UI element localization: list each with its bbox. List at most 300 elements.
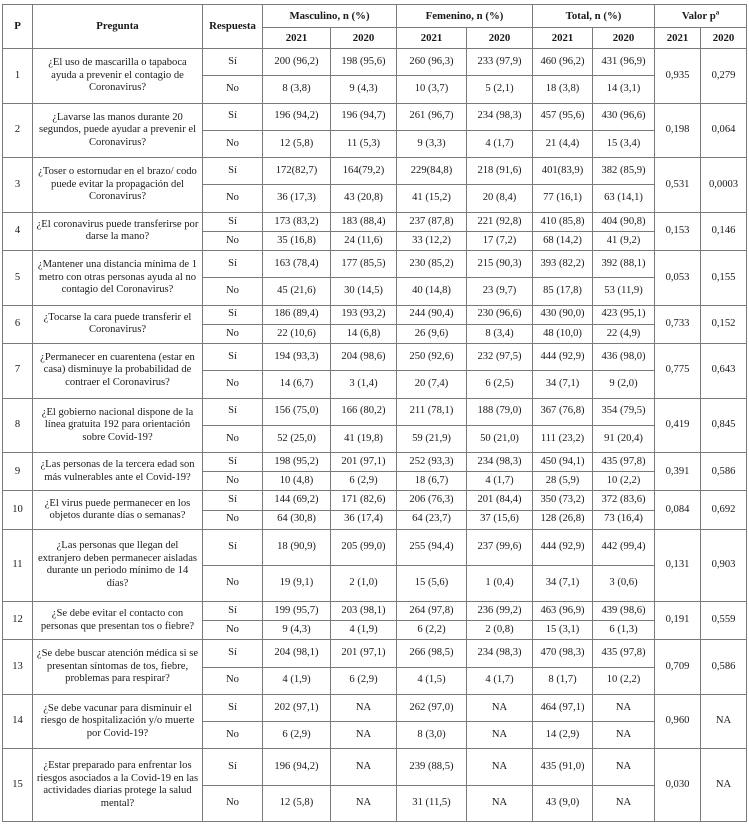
- cell-si-total-2021: 410 (85,8): [533, 212, 593, 231]
- cell-no-fem-2021: 4 (1,5): [397, 667, 467, 694]
- cell-no-answer: No: [203, 510, 263, 529]
- cell-no-answer: No: [203, 76, 263, 103]
- cell-si-masc-2020: 166 (80,2): [331, 398, 397, 425]
- cell-no-total-2020: NA: [593, 785, 655, 821]
- cell-no-total-2020: 63 (14,1): [593, 185, 655, 212]
- table-header: [3, 5, 747, 49]
- cell-si-answer: Sí: [203, 158, 263, 185]
- cell-si-total-2020: 431 (96,9): [593, 49, 655, 76]
- cell-no-masc-2020: NA: [331, 722, 397, 749]
- cell-no-fem-2020: NA: [467, 722, 533, 749]
- cell-si-answer: Sí: [203, 212, 263, 231]
- question-text: ¿Estar preparado para enfrentar los riesgos asociados a la Covid-19 en las actividades diarias protege la salud mental?: [33, 749, 203, 822]
- header-p: P: [3, 5, 33, 49]
- cell-no-total-2020: 73 (16,4): [593, 510, 655, 529]
- cell-no-masc-2021: 19 (9,1): [263, 565, 331, 601]
- question-text: ¿Las personas que llegan del extranjero deben permanecer aisladas durante un periodo mínimo de 14 días?: [33, 529, 203, 601]
- cell-si-masc-2020: 183 (88,4): [331, 212, 397, 231]
- cell-si-fem-2021: 244 (90,4): [397, 305, 467, 324]
- cell-si-masc-2020: 177 (85,5): [331, 251, 397, 278]
- cell-si-masc-2021: 196 (94,2): [263, 103, 331, 130]
- cell-si-total-2020: 439 (98,6): [593, 602, 655, 621]
- cell-si-total-2020: 435 (97,8): [593, 640, 655, 667]
- cell-si-fem-2020: 230 (96,6): [467, 305, 533, 324]
- cell-si-masc-2020: 196 (94,7): [331, 103, 397, 130]
- cell-no-fem-2020: 2 (0,8): [467, 621, 533, 640]
- cell-no-masc-2020: 41 (19,8): [331, 425, 397, 452]
- cell-no-masc-2020: 11 (5,3): [331, 130, 397, 157]
- cell-no-total-2020: NA: [593, 722, 655, 749]
- question-text: ¿Se debe buscar atención médica si se presentan síntomas de tos, fiebre, problemas para respirar?: [33, 640, 203, 695]
- cell-si-answer: Sí: [203, 251, 263, 278]
- cell-si-total-2020: 382 (85,9): [593, 158, 655, 185]
- p-value-2020: 0,146: [701, 212, 747, 250]
- cell-no-fem-2020: 37 (15,6): [467, 510, 533, 529]
- question-text: ¿Toser o estornudar en el brazo/ codo puede evitar la propagación del Coronavirus?: [33, 158, 203, 213]
- p-value-2020: 0,643: [701, 343, 747, 398]
- question-number: 2: [3, 103, 33, 158]
- header-year: 2021: [533, 28, 593, 49]
- cell-no-answer: No: [203, 425, 263, 452]
- table-row: [3, 491, 747, 510]
- cell-no-total-2021: 34 (7,1): [533, 565, 593, 601]
- cell-no-total-2021: 8 (1,7): [533, 667, 593, 694]
- p-value-2021: 0,733: [655, 305, 701, 343]
- question-text: ¿El virus puede permanecer en los objetos durante días o semanas?: [33, 491, 203, 529]
- cell-si-total-2020: 392 (88,1): [593, 251, 655, 278]
- header-year: 2020: [593, 28, 655, 49]
- cell-no-masc-2020: 6 (2,9): [331, 472, 397, 491]
- cell-no-total-2021: 21 (4,4): [533, 130, 593, 157]
- cell-si-masc-2020: 204 (98,6): [331, 343, 397, 370]
- table-row: [3, 694, 747, 721]
- cell-si-masc-2020: 198 (95,6): [331, 49, 397, 76]
- cell-no-fem-2021: 9 (3,3): [397, 130, 467, 157]
- cell-si-total-2021: 401(83,9): [533, 158, 593, 185]
- cell-si-fem-2020: 234 (98,3): [467, 640, 533, 667]
- cell-si-masc-2021: 144 (69,2): [263, 491, 331, 510]
- question-number: 8: [3, 398, 33, 453]
- cell-si-fem-2021: 261 (96,7): [397, 103, 467, 130]
- cell-no-answer: No: [203, 722, 263, 749]
- cell-no-total-2021: 85 (17,8): [533, 278, 593, 305]
- cell-si-fem-2020: 234 (98,3): [467, 103, 533, 130]
- cell-si-total-2020: 354 (79,5): [593, 398, 655, 425]
- header-valor-p: [655, 5, 747, 28]
- cell-no-total-2021: 77 (16,1): [533, 185, 593, 212]
- table-row: [3, 529, 747, 565]
- cell-no-total-2020: 91 (20,4): [593, 425, 655, 452]
- cell-no-masc-2020: 2 (1,0): [331, 565, 397, 601]
- cell-no-masc-2020: 14 (6,8): [331, 324, 397, 343]
- question-text: ¿El gobierno nacional dispone de la línea gratuita 192 para orientación sobre Covid-19?: [33, 398, 203, 453]
- knowledge-survey-table: [2, 4, 747, 822]
- cell-no-fem-2020: NA: [467, 785, 533, 821]
- cell-si-masc-2021: 199 (95,7): [263, 602, 331, 621]
- cell-no-total-2021: 43 (9,0): [533, 785, 593, 821]
- cell-si-masc-2021: 156 (75,0): [263, 398, 331, 425]
- header-femenino: Femenino, n (%): [397, 5, 533, 28]
- table-row: [3, 158, 747, 185]
- p-value-2021: 0,531: [655, 158, 701, 213]
- cell-no-fem-2021: 15 (5,6): [397, 565, 467, 601]
- cell-si-answer: Sí: [203, 640, 263, 667]
- cell-si-masc-2021: 173 (83,2): [263, 212, 331, 231]
- cell-si-total-2021: 444 (92,9): [533, 343, 593, 370]
- question-number: 4: [3, 212, 33, 250]
- cell-no-masc-2021: 52 (25,0): [263, 425, 331, 452]
- cell-no-fem-2021: 40 (14,8): [397, 278, 467, 305]
- question-text: ¿Mantener una distancia mínima de 1 metro con otras personas ayuda al no contagio del Coronavirus?: [33, 251, 203, 306]
- table-row: [3, 343, 747, 370]
- header-year: 2021: [263, 28, 331, 49]
- cell-no-total-2021: 14 (2,9): [533, 722, 593, 749]
- cell-si-fem-2021: 211 (78,1): [397, 398, 467, 425]
- cell-si-masc-2021: 18 (90,9): [263, 529, 331, 565]
- cell-si-fem-2020: NA: [467, 694, 533, 721]
- cell-si-answer: Sí: [203, 749, 263, 785]
- p-value-2021: 0,084: [655, 491, 701, 529]
- cell-si-answer: Sí: [203, 602, 263, 621]
- question-number: 10: [3, 491, 33, 529]
- cell-si-fem-2021: 237 (87,8): [397, 212, 467, 231]
- p-value-2021: 0,191: [655, 602, 701, 640]
- cell-si-masc-2020: NA: [331, 749, 397, 785]
- cell-si-fem-2021: 262 (97,0): [397, 694, 467, 721]
- question-number: 13: [3, 640, 33, 695]
- p-value-2020: 0,279: [701, 49, 747, 104]
- header-year: 2020: [467, 28, 533, 49]
- header-valor-p-sup: a: [715, 8, 720, 17]
- cell-si-fem-2020: 218 (91,6): [467, 158, 533, 185]
- cell-si-masc-2021: 196 (94,2): [263, 749, 331, 785]
- cell-si-total-2021: 464 (97,1): [533, 694, 593, 721]
- question-number: 5: [3, 251, 33, 306]
- cell-no-total-2021: 15 (3,1): [533, 621, 593, 640]
- cell-no-masc-2021: 64 (30,8): [263, 510, 331, 529]
- cell-si-fem-2021: 229(84,8): [397, 158, 467, 185]
- question-number: 9: [3, 453, 33, 491]
- cell-si-total-2021: 460 (96,2): [533, 49, 593, 76]
- p-value-2020: 0,692: [701, 491, 747, 529]
- cell-si-total-2021: 435 (91,0): [533, 749, 593, 785]
- cell-no-answer: No: [203, 324, 263, 343]
- table-row: [3, 453, 747, 472]
- cell-si-masc-2021: 172(82,7): [263, 158, 331, 185]
- cell-no-total-2020: 41 (9,2): [593, 231, 655, 250]
- cell-no-fem-2020: 4 (1,7): [467, 667, 533, 694]
- cell-no-total-2020: 10 (2,2): [593, 667, 655, 694]
- cell-si-masc-2020: 171 (82,6): [331, 491, 397, 510]
- question-text: ¿Permanecer en cuarentena (estar en casa) disminuye la probabilidad de contraer el Coronavirus?: [33, 343, 203, 398]
- cell-no-fem-2020: 50 (21,0): [467, 425, 533, 452]
- table-row: [3, 749, 747, 785]
- cell-no-masc-2020: 36 (17,4): [331, 510, 397, 529]
- cell-si-total-2021: 457 (95,6): [533, 103, 593, 130]
- cell-no-total-2021: 48 (10,0): [533, 324, 593, 343]
- cell-si-masc-2020: 201 (97,1): [331, 453, 397, 472]
- cell-si-fem-2020: 234 (98,3): [467, 453, 533, 472]
- cell-no-masc-2020: 30 (14,5): [331, 278, 397, 305]
- cell-no-total-2020: 22 (4,9): [593, 324, 655, 343]
- table-row: [3, 602, 747, 621]
- cell-si-fem-2021: 266 (98,5): [397, 640, 467, 667]
- question-number: 15: [3, 749, 33, 822]
- cell-si-answer: Sí: [203, 49, 263, 76]
- cell-si-fem-2020: 233 (97,9): [467, 49, 533, 76]
- header-masculino: Masculino, n (%): [263, 5, 397, 28]
- p-value-2020: 0,845: [701, 398, 747, 453]
- cell-si-total-2021: 450 (94,1): [533, 453, 593, 472]
- cell-no-masc-2021: 4 (1,9): [263, 667, 331, 694]
- cell-no-fem-2021: 18 (6,7): [397, 472, 467, 491]
- question-text: ¿Tocarse la cara puede transferir el Coronavirus?: [33, 305, 203, 343]
- table-body: [3, 49, 747, 822]
- cell-si-answer: Sí: [203, 694, 263, 721]
- cell-no-masc-2020: 24 (11,6): [331, 231, 397, 250]
- table-row: [3, 640, 747, 667]
- cell-si-fem-2020: 201 (84,4): [467, 491, 533, 510]
- cell-no-total-2021: 34 (7,1): [533, 371, 593, 398]
- cell-no-answer: No: [203, 130, 263, 157]
- cell-no-fem-2021: 59 (21,9): [397, 425, 467, 452]
- cell-si-answer: Sí: [203, 491, 263, 510]
- cell-no-total-2021: 111 (23,2): [533, 425, 593, 452]
- question-text: ¿El coronavirus puede transferirse por darse la mano?: [33, 212, 203, 250]
- cell-no-total-2020: 15 (3,4): [593, 130, 655, 157]
- cell-no-fem-2020: 5 (2,1): [467, 76, 533, 103]
- table-row: [3, 398, 747, 425]
- cell-no-fem-2021: 31 (11,5): [397, 785, 467, 821]
- cell-si-masc-2021: 204 (98,1): [263, 640, 331, 667]
- cell-si-masc-2021: 200 (96,2): [263, 49, 331, 76]
- p-value-2020: 0,903: [701, 529, 747, 601]
- question-number: 14: [3, 694, 33, 749]
- cell-si-masc-2021: 163 (78,4): [263, 251, 331, 278]
- cell-si-masc-2021: 202 (97,1): [263, 694, 331, 721]
- question-number: 6: [3, 305, 33, 343]
- p-value-2020: 0,586: [701, 453, 747, 491]
- cell-no-fem-2020: 4 (1,7): [467, 130, 533, 157]
- cell-si-total-2020: NA: [593, 749, 655, 785]
- cell-no-answer: No: [203, 185, 263, 212]
- p-value-2021: 0,198: [655, 103, 701, 158]
- cell-no-answer: No: [203, 472, 263, 491]
- cell-si-total-2020: 442 (99,4): [593, 529, 655, 565]
- cell-no-masc-2021: 8 (3,8): [263, 76, 331, 103]
- cell-si-fem-2020: NA: [467, 749, 533, 785]
- cell-no-fem-2020: 4 (1,7): [467, 472, 533, 491]
- p-value-2020: 0,064: [701, 103, 747, 158]
- cell-no-total-2020: 9 (2,0): [593, 371, 655, 398]
- cell-no-masc-2020: 9 (4,3): [331, 76, 397, 103]
- header-year: 2020: [331, 28, 397, 49]
- cell-si-total-2021: 350 (73,2): [533, 491, 593, 510]
- header-valor-p-label: Valor p: [681, 9, 716, 22]
- cell-no-answer: No: [203, 667, 263, 694]
- question-number: 12: [3, 602, 33, 640]
- cell-no-fem-2021: 26 (9,6): [397, 324, 467, 343]
- cell-si-masc-2021: 186 (89,4): [263, 305, 331, 324]
- question-number: 7: [3, 343, 33, 398]
- cell-no-fem-2021: 6 (2,2): [397, 621, 467, 640]
- cell-no-masc-2021: 35 (16,8): [263, 231, 331, 250]
- cell-no-total-2020: 6 (1,3): [593, 621, 655, 640]
- cell-si-masc-2020: NA: [331, 694, 397, 721]
- cell-si-masc-2020: 205 (99,0): [331, 529, 397, 565]
- cell-no-masc-2021: 12 (5,8): [263, 130, 331, 157]
- p-value-2020: 0,155: [701, 251, 747, 306]
- table-row: [3, 251, 747, 278]
- cell-no-total-2020: 14 (3,1): [593, 76, 655, 103]
- cell-si-total-2020: 430 (96,6): [593, 103, 655, 130]
- p-value-2020: 0,152: [701, 305, 747, 343]
- p-value-2021: 0,709: [655, 640, 701, 695]
- cell-no-fem-2021: 41 (15,2): [397, 185, 467, 212]
- table-row: [3, 103, 747, 130]
- cell-no-masc-2020: 6 (2,9): [331, 667, 397, 694]
- cell-no-fem-2021: 33 (12,2): [397, 231, 467, 250]
- cell-no-masc-2021: 36 (17,3): [263, 185, 331, 212]
- cell-no-masc-2021: 6 (2,9): [263, 722, 331, 749]
- cell-no-answer: No: [203, 565, 263, 601]
- cell-no-masc-2021: 9 (4,3): [263, 621, 331, 640]
- p-value-2021: 0,960: [655, 694, 701, 749]
- cell-si-masc-2020: 203 (98,1): [331, 602, 397, 621]
- p-value-2021: 0,053: [655, 251, 701, 306]
- header-pregunta: Pregunta: [33, 5, 203, 49]
- cell-no-masc-2021: 45 (21,6): [263, 278, 331, 305]
- cell-no-answer: No: [203, 278, 263, 305]
- cell-no-masc-2021: 12 (5,8): [263, 785, 331, 821]
- table-row: [3, 305, 747, 324]
- cell-si-fem-2020: 215 (90,3): [467, 251, 533, 278]
- cell-si-masc-2021: 194 (93,3): [263, 343, 331, 370]
- cell-si-masc-2021: 198 (95,2): [263, 453, 331, 472]
- p-value-2021: 0,419: [655, 398, 701, 453]
- question-text: ¿El uso de mascarilla o tapaboca ayuda a prevenir el contagio de Coronavirus?: [33, 49, 203, 104]
- cell-no-fem-2020: 17 (7,2): [467, 231, 533, 250]
- cell-si-total-2020: 436 (98,0): [593, 343, 655, 370]
- question-text: ¿Lavarse las manos durante 20 segundos, puede ayudar a prevenir el Coronavirus?: [33, 103, 203, 158]
- p-value-2021: 0,131: [655, 529, 701, 601]
- cell-no-answer: No: [203, 621, 263, 640]
- p-value-2020: NA: [701, 694, 747, 749]
- cell-no-masc-2020: 4 (1,9): [331, 621, 397, 640]
- cell-si-fem-2021: 260 (96,3): [397, 49, 467, 76]
- cell-si-fem-2020: 237 (99,6): [467, 529, 533, 565]
- p-value-2021: 0,935: [655, 49, 701, 104]
- question-number: 1: [3, 49, 33, 104]
- header-year: 2021: [397, 28, 467, 49]
- cell-no-answer: No: [203, 231, 263, 250]
- cell-si-fem-2021: 255 (94,4): [397, 529, 467, 565]
- header-year: 2021: [655, 28, 701, 49]
- cell-si-total-2021: 470 (98,3): [533, 640, 593, 667]
- cell-si-fem-2021: 250 (92,6): [397, 343, 467, 370]
- cell-si-answer: Sí: [203, 529, 263, 565]
- cell-si-fem-2020: 236 (99,2): [467, 602, 533, 621]
- header-year: 2020: [701, 28, 747, 49]
- p-value-2020: 0,0003: [701, 158, 747, 213]
- cell-no-masc-2020: 43 (20,8): [331, 185, 397, 212]
- cell-no-total-2021: 18 (3,8): [533, 76, 593, 103]
- cell-no-answer: No: [203, 785, 263, 821]
- cell-no-fem-2020: 1 (0,4): [467, 565, 533, 601]
- cell-no-fem-2020: 23 (9,7): [467, 278, 533, 305]
- cell-no-masc-2020: NA: [331, 785, 397, 821]
- p-value-2021: 0,030: [655, 749, 701, 822]
- cell-si-answer: Sí: [203, 103, 263, 130]
- cell-no-fem-2020: 20 (8,4): [467, 185, 533, 212]
- question-number: 3: [3, 158, 33, 213]
- cell-si-total-2021: 367 (76,8): [533, 398, 593, 425]
- question-text: ¿Se debe evitar el contacto con personas que presentan tos o fiebre?: [33, 602, 203, 640]
- table-row: [3, 49, 747, 76]
- cell-no-fem-2021: 10 (3,7): [397, 76, 467, 103]
- cell-si-fem-2020: 232 (97,5): [467, 343, 533, 370]
- cell-no-total-2021: 128 (26,8): [533, 510, 593, 529]
- p-value-2021: 0,153: [655, 212, 701, 250]
- cell-no-fem-2021: 20 (7,4): [397, 371, 467, 398]
- cell-no-total-2021: 68 (14,2): [533, 231, 593, 250]
- cell-si-fem-2020: 221 (92,8): [467, 212, 533, 231]
- question-text: ¿Se debe vacunar para disminuir el riesgo de hospitalización y/o muerte por Covid-19?: [33, 694, 203, 749]
- cell-si-fem-2021: 252 (93,3): [397, 453, 467, 472]
- cell-si-total-2020: 372 (83,6): [593, 491, 655, 510]
- cell-si-fem-2021: 264 (97,8): [397, 602, 467, 621]
- p-value-2021: 0,391: [655, 453, 701, 491]
- cell-si-total-2020: 435 (97,8): [593, 453, 655, 472]
- cell-no-answer: No: [203, 371, 263, 398]
- cell-si-total-2020: 404 (90,8): [593, 212, 655, 231]
- cell-no-total-2020: 10 (2,2): [593, 472, 655, 491]
- question-text: ¿Las personas de la tercera edad son más vulnerables ante el Covid-19?: [33, 453, 203, 491]
- cell-si-answer: Sí: [203, 305, 263, 324]
- cell-no-fem-2021: 64 (23,7): [397, 510, 467, 529]
- cell-no-total-2020: 3 (0,6): [593, 565, 655, 601]
- cell-no-total-2021: 28 (5,9): [533, 472, 593, 491]
- cell-si-total-2020: 423 (95,1): [593, 305, 655, 324]
- cell-si-answer: Sí: [203, 453, 263, 472]
- cell-si-total-2020: NA: [593, 694, 655, 721]
- cell-no-masc-2021: 22 (10,6): [263, 324, 331, 343]
- cell-si-masc-2020: 193 (93,2): [331, 305, 397, 324]
- cell-no-fem-2020: 8 (3,4): [467, 324, 533, 343]
- cell-si-answer: Sí: [203, 398, 263, 425]
- cell-si-answer: Sí: [203, 343, 263, 370]
- cell-si-total-2021: 430 (90,0): [533, 305, 593, 324]
- header-total: Total, n (%): [533, 5, 655, 28]
- cell-no-masc-2020: 3 (1,4): [331, 371, 397, 398]
- cell-si-masc-2020: 164(79,2): [331, 158, 397, 185]
- cell-si-total-2021: 444 (92,9): [533, 529, 593, 565]
- cell-si-fem-2021: 206 (76,3): [397, 491, 467, 510]
- cell-si-fem-2021: 239 (88,5): [397, 749, 467, 785]
- cell-no-fem-2020: 6 (2,5): [467, 371, 533, 398]
- cell-si-masc-2020: 201 (97,1): [331, 640, 397, 667]
- p-value-2020: NA: [701, 749, 747, 822]
- cell-no-fem-2021: 8 (3,0): [397, 722, 467, 749]
- cell-si-total-2021: 393 (82,2): [533, 251, 593, 278]
- cell-no-total-2020: 53 (11,9): [593, 278, 655, 305]
- cell-si-fem-2020: 188 (79,0): [467, 398, 533, 425]
- table-row: [3, 212, 747, 231]
- header-respuesta: Respuesta: [203, 5, 263, 49]
- cell-si-total-2021: 463 (96,9): [533, 602, 593, 621]
- p-value-2021: 0,775: [655, 343, 701, 398]
- question-number: 11: [3, 529, 33, 601]
